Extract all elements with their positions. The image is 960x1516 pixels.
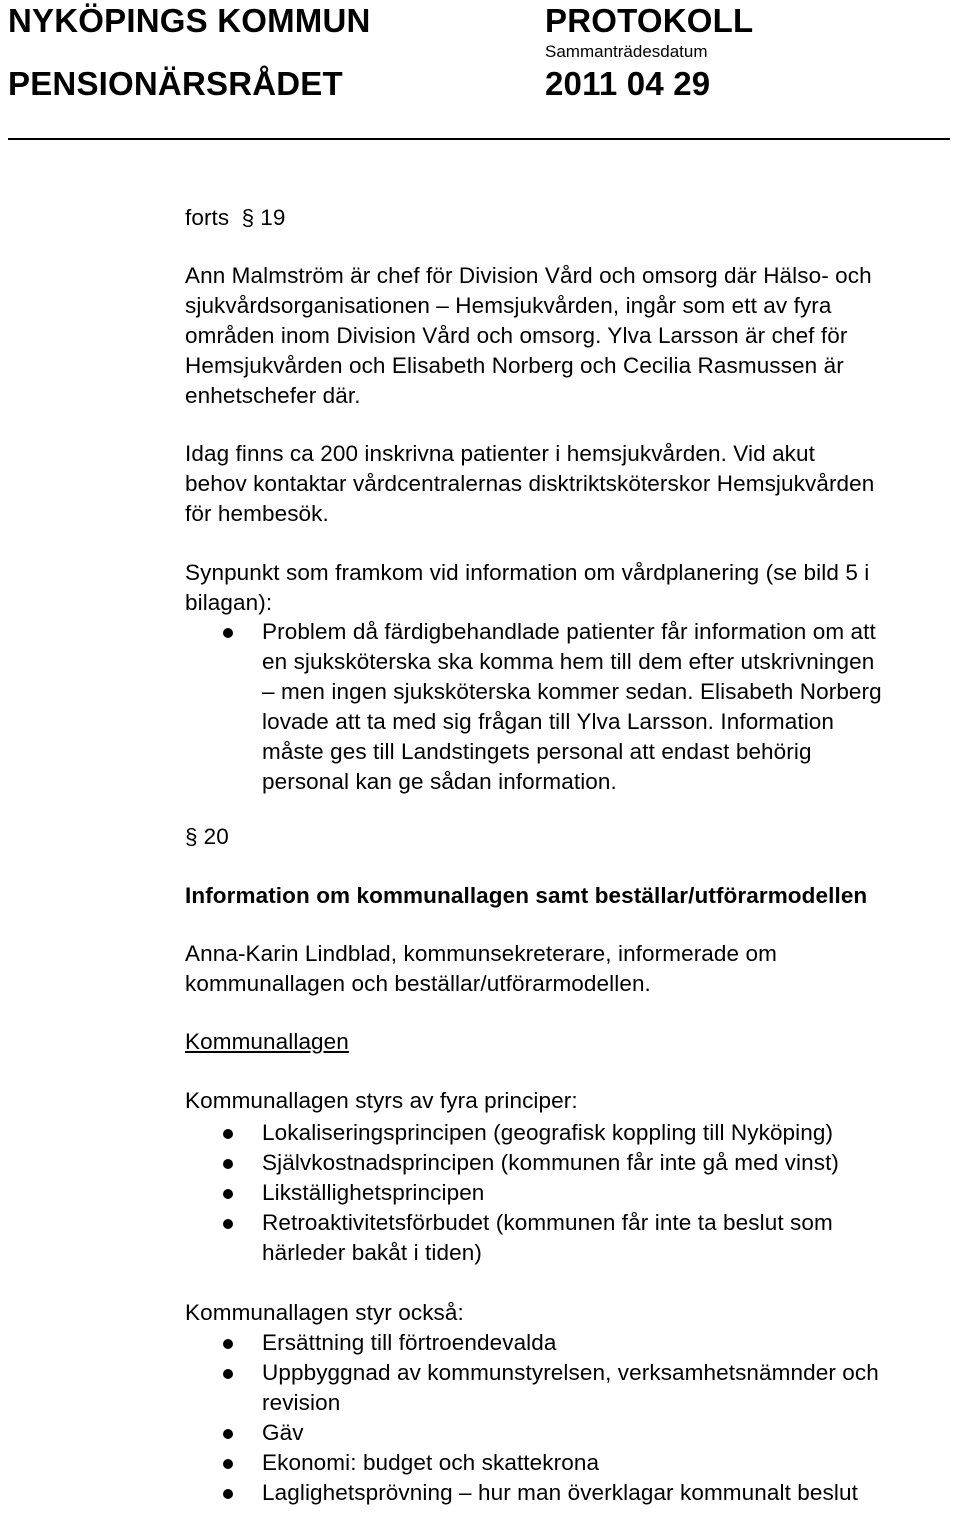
text-line: Synpunkt som framkom vid information om vårdplanering (se bild 5 i [185,560,870,585]
bullet-icon [223,1189,233,1199]
section-20-title: Information om kommunallagen samt beställar/utförarmodellen [185,883,868,908]
list-item: Lokaliseringsprincipen (geografisk koppling till Nyköping) [262,1120,834,1145]
section-20-heading [185,822,229,852]
text-line: sjukvårdsorganisationen – Hemsjukvården, ingår som ett av fyra [185,293,832,318]
text-line: personal kan ge sådan information. [262,769,617,794]
doc-type: PROTOKOLL [545,2,754,39]
paragraph-2 [185,439,874,529]
paragraph-3 [185,558,869,618]
text-line: – men ingen sjuksköterska kommer sedan. Elisabeth Norberg [262,679,882,704]
text-line: behov kontaktar vårdcentralernas disktriktsköterskor Hemsjukvården [185,471,875,496]
bullet-icon [223,1459,233,1469]
bullet-icon [223,1219,233,1229]
list-item: Retroaktivitetsförbudet (kommunen får inte ta beslut som [262,1210,833,1235]
text-line: måste ges till Landstingets personal att endast behörig [262,739,812,764]
bullet-icon [223,1429,233,1439]
bullet-icon [223,628,233,638]
text-line: Hemsjukvården och Elisabeth Norberg och Cecilia Rasmussen är [185,353,844,378]
text-line: kommunallagen och beställar/utförarmodellen. [185,971,651,996]
text-line: bilagan): [185,590,273,615]
paragraph-sign: § [185,824,198,849]
list-item: Laglighetsprövning – hur man överklagar kommunalt beslut [262,1480,858,1505]
subheading-kommunallagen: Kommunallagen [185,1029,349,1054]
council-name: PENSIONÄRSRÅDET [8,65,343,102]
text-line: Anna-Karin Lindblad, kommunsekreterare, informerade om [185,941,777,966]
list-item: Ersättning till förtroendevalda [262,1330,557,1355]
bullet-icon [223,1339,233,1349]
list-item: Uppbyggnad av kommunstyrelsen, verksamhetsnämnder och [262,1360,879,1385]
section-number: 19 [260,205,286,230]
paragraph-4 [185,939,777,999]
list-item: Självkostnadsprincipen (kommunen får inte gå med vinst) [262,1150,840,1175]
forts-label: forts [185,205,230,230]
list-item: revision [262,1390,341,1415]
text-line: Idag finns ca 200 inskrivna patienter i hemsjukvården. Vid akut [185,441,815,466]
principles-list [262,1118,839,1268]
principles-intro: Kommunallagen styrs av fyra principer: [185,1088,578,1113]
paragraph-sign: § [241,205,255,230]
also-intro: Kommunallagen styr också: [185,1300,464,1325]
text-line: Problem då färdigbehandlade patienter får information om att [262,619,876,644]
bullet-icon [223,1489,233,1499]
paragraph-1 [185,261,872,411]
text-line: områden inom Division Vård och omsorg. Ylva Larsson är chef för [185,323,848,348]
section-19-heading [185,203,285,233]
org-name: NYKÖPINGS KOMMUN [8,2,371,39]
list-item: Likställighetsprincipen [262,1180,485,1205]
list-item: Gäv [262,1420,304,1445]
text-line: Ann Malmström är chef för Division Vård och omsorg där Hälso- och [185,263,872,288]
list-item: Ekonomi: budget och skattekrona [262,1450,600,1475]
also-list [262,1328,879,1508]
text-line: lovade att ta med sig frågan till Ylva Larsson. Information [262,709,835,734]
text-line: enhetschefer där. [185,383,361,408]
header-rule [8,138,950,140]
bullet-icon [223,1129,233,1139]
text-line: en sjuksköterska ska komma hem till dem efter utskrivningen [262,649,875,674]
section-number: 20 [203,824,229,849]
list-item: härleder bakåt i tiden) [262,1240,482,1265]
bullet-item [262,617,882,797]
bullet-icon [223,1159,233,1169]
date-label: Sammanträdesdatum [545,42,708,61]
meeting-date: 2011 04 29 [545,65,711,102]
bullet-icon [223,1369,233,1379]
text-line: för hembesök. [185,501,329,526]
